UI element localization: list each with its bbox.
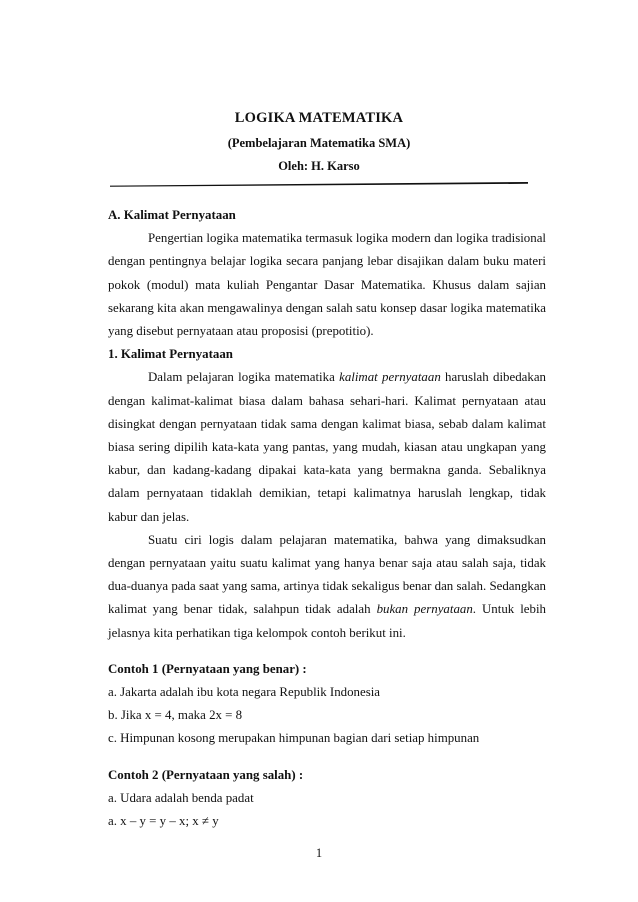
p1-italic-term: kalimat pernyataan [339, 370, 441, 385]
document-body [108, 204, 546, 833]
contoh-1-heading: Contoh 1 (Pernyataan yang benar) : [108, 661, 307, 676]
contoh-1-item: b. Jika x = 4, maka 2x = 8 [108, 708, 243, 723]
divider-line [110, 182, 528, 187]
section-a-paragraph: Pengertian logika matematika termasuk logika modern dan logika tradisional dengan pentingnya belajar logika secara panjang lebar disajikan dalam buku materi pokok (modul) mata kuliah Pengantar Dasar Matematika. Khusus dalam sajian sekarang kita akan mengawalinya dengan salah satu konsep dasar logika matematika yang disebut pernyataan atau proposisi (prepotitio). [108, 231, 546, 339]
spacer [108, 751, 546, 764]
p1-text-end: haruslah dibedakan dengan kalimat-kalimat biasa dalam bahasa sehari-hari. Kalimat pernyataan atau disingkat dengan pernyataan tidak sama dengan kalimat biasa, sebab dalam kalimat biasa sering dipilih kata-kata yang pantas, yang mudah, kiasan atau ungkapan yang kabur, dan kadang-kadang dipakai kata-kata yang bermakna ganda. Sebaliknya dalam pernyataan tidaklah demikian, tetapi kalimatnya haruslah lengkap, tidak kabur dan jelas. [108, 370, 546, 524]
title-divider [110, 182, 528, 186]
contoh-2-item: a. x – y = y – x; x ≠ y [108, 814, 219, 829]
contoh-2-heading: Contoh 2 (Pernyataan yang salah) : [108, 767, 304, 782]
p2-italic-term: bukan pernyataan [376, 602, 473, 617]
document-author: Oleh: H. Karso [278, 159, 360, 173]
document-title: LOGIKA MATEMATIKA [234, 110, 404, 126]
page-number: 1 [315, 846, 323, 860]
contoh-1-item: c. Himpunan kosong merupakan himpunan bagian dari setiap himpunan [108, 731, 480, 746]
document-subtitle: (Pembelajaran Matematika SMA) [227, 136, 411, 150]
spacer [108, 645, 546, 658]
section-1-paragraph-1 [108, 366, 546, 528]
section-1-paragraph-2 [108, 529, 546, 645]
p1-text-start: Dalam pelajaran logika matematika [148, 370, 340, 385]
p2-text-start: Suatu ciri logis dalam pelajaran matematika, bahwa yang dimaksudkan dengan pernyataan yaitu suatu kalimat yang hanya benar saja atau salah saja, tidak dua-duanya pada saat yang sama, artinya tidak sekaligus benar dan salah. Sedangkan kalimat yang benar tidak, salahpun tidak adalah [108, 532, 546, 617]
section-1-heading: 1. Kalimat Pernyataan [108, 347, 233, 362]
p2-text-end: . Untuk lebih jelasnya kita perhatikan tiga kelompok contoh berikut ini. [108, 602, 546, 640]
section-a-heading: A. Kalimat Pernyataan [108, 208, 236, 222]
contoh-1-item: a. Jakarta adalah ibu kota negara Republik Indonesia [108, 685, 381, 700]
contoh-2-item: a. Udara adalah benda padat [108, 790, 254, 805]
